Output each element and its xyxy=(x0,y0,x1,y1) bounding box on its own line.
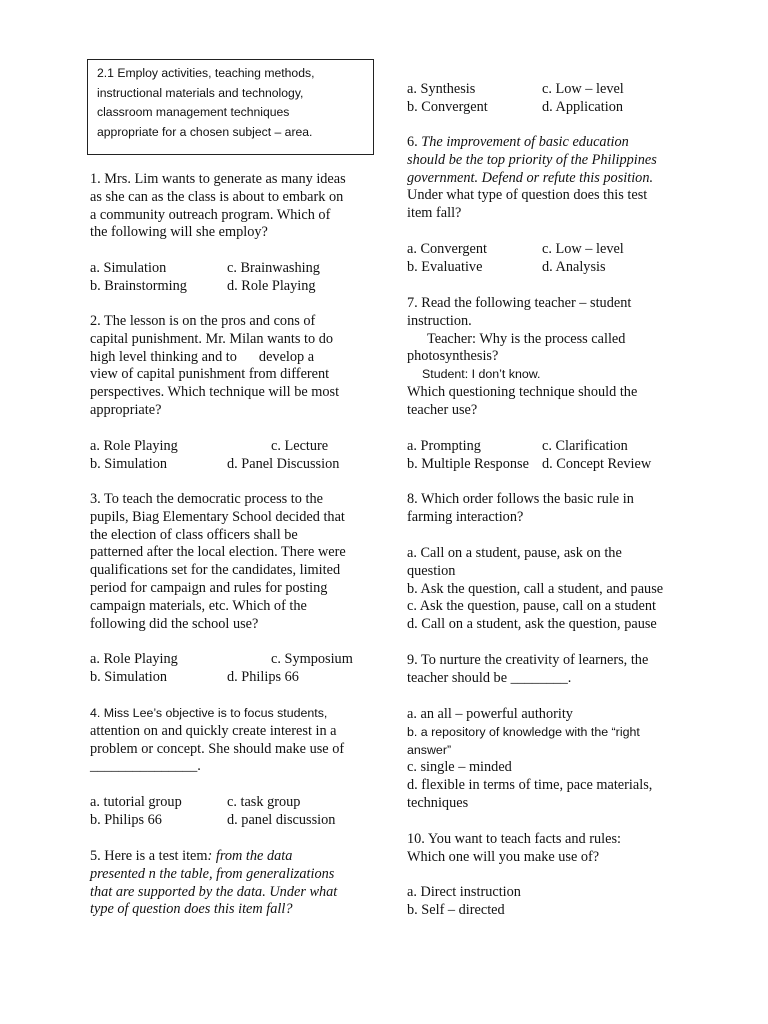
option: d. Analysis xyxy=(542,258,606,275)
question-text xyxy=(90,848,370,866)
option: question xyxy=(407,562,456,579)
option: d. Panel Discussion xyxy=(227,455,340,472)
question-10-options xyxy=(407,884,682,920)
question-6 xyxy=(407,134,682,223)
question-text: qualifications set for the candidates, limited xyxy=(90,562,341,579)
question-text xyxy=(407,134,682,152)
option: b. a repository of knowledge with the “right xyxy=(407,724,640,739)
option: d. Philips 66 xyxy=(227,668,299,685)
option: b. Simulation xyxy=(90,455,168,472)
option: b. Multiple Response xyxy=(407,455,529,472)
option: c. Brainwashing xyxy=(227,260,320,276)
left-column xyxy=(90,0,370,1024)
option: a. Simulation xyxy=(90,260,167,276)
question-text: the following will she employ? xyxy=(90,224,268,241)
option: c. task group xyxy=(227,794,301,810)
option: d. Concept Review xyxy=(542,455,652,472)
option: techniques xyxy=(407,794,469,811)
student-line: Student: I don’t know. xyxy=(422,367,541,382)
question-text-part: develop a xyxy=(258,348,315,365)
option: c. Clarification xyxy=(542,438,628,454)
question-text: pupils, Biag Elementary School decided that xyxy=(90,508,345,525)
question-text: the election of class officers shall be xyxy=(90,526,298,543)
question-3 xyxy=(90,491,370,633)
question-text: capital punishment. Mr. Milan wants to do xyxy=(90,330,334,347)
option: b. Convergent xyxy=(407,98,488,115)
option: c. Low – level xyxy=(542,81,624,97)
option: c. Ask the question, pause, call on a student xyxy=(407,598,656,615)
header-line: appropriate for a chosen subject – area. xyxy=(97,124,313,139)
option: b. Simulation xyxy=(90,668,168,685)
question-text: teacher should be ________. xyxy=(407,669,572,686)
option: a. Call on a student, pause, ask on the xyxy=(407,545,622,561)
option: d. panel discussion xyxy=(227,811,336,828)
option: c. Lecture xyxy=(271,438,329,454)
question-text: photosynthesis? xyxy=(407,348,499,365)
question-text: as she can as the class is about to embark on xyxy=(90,188,344,205)
question-text: farming interaction? xyxy=(407,508,524,525)
question-text: should be the top priority of the Philippines xyxy=(407,151,657,168)
question-4 xyxy=(90,705,370,776)
question-3-options xyxy=(90,651,370,687)
option: answer” xyxy=(407,742,452,757)
option: a. tutorial group xyxy=(90,794,182,810)
option: a. Synthesis xyxy=(407,81,476,97)
option: c. Low – level xyxy=(542,241,624,257)
option: b. Evaluative xyxy=(407,258,483,275)
option: d. Call on a student, ask the question, pause xyxy=(407,616,657,633)
teacher-line: Teacher: Why is the process called xyxy=(427,330,626,347)
question-text: 7. Read the following teacher – student xyxy=(407,295,632,311)
header-line: classroom management techniques xyxy=(97,105,290,119)
question-text: _______________. xyxy=(90,758,201,775)
question-text: Which one will you make use of? xyxy=(407,848,600,865)
option: c. Symposium xyxy=(271,651,353,667)
question-text: appropriate? xyxy=(90,401,162,418)
question-1-options xyxy=(90,260,370,296)
option: b. Ask the question, call a student, and pause xyxy=(407,580,664,597)
option: d. Role Playing xyxy=(227,277,316,294)
question-text: view of capital punishment from different xyxy=(90,366,330,383)
question-4-options xyxy=(90,794,370,830)
question-text: 8. Which order follows the basic rule in xyxy=(407,491,634,507)
question-text: period for campaign and rules for posting xyxy=(90,579,328,596)
question-1 xyxy=(90,171,370,242)
option: a. Role Playing xyxy=(90,651,178,667)
question-10 xyxy=(407,831,682,867)
question-8 xyxy=(407,491,682,527)
question-text: patterned after the local election. There were xyxy=(90,544,346,561)
question-text-part: The improvement of basic education xyxy=(421,134,629,150)
option: a. Direct instruction xyxy=(407,884,521,900)
question-text: 9. To nurture the creativity of learners, the xyxy=(407,652,649,668)
option: a. Prompting xyxy=(407,438,481,454)
header-line: 2.1 Employ activities, teaching methods, xyxy=(97,66,315,80)
option: b. Philips 66 xyxy=(90,811,162,828)
question-7-options xyxy=(407,438,682,474)
question-text: attention on and quickly create interest in a xyxy=(90,722,337,739)
question-text: instruction. xyxy=(407,312,472,329)
question-text: type of question does this item fall? xyxy=(90,901,293,918)
question-text: 1. Mrs. Lim wants to generate as many ideas xyxy=(90,171,346,187)
header-line: instructional materials and technology, xyxy=(97,85,304,100)
question-text: 3. To teach the democratic process to the xyxy=(90,491,323,507)
option: c. single – minded xyxy=(407,759,512,776)
question-text-part: 5. Here is a test item xyxy=(90,848,208,864)
question-text: teacher use? xyxy=(407,401,478,418)
question-text: 10. You want to teach facts and rules: xyxy=(407,831,622,847)
question-5 xyxy=(90,848,370,919)
question-5-options xyxy=(407,81,682,117)
question-7 xyxy=(407,295,682,420)
question-text-part: 6. xyxy=(407,134,422,150)
question-text: that are supported by the data. Under what xyxy=(90,883,338,900)
question-text: government. Defend or refute this position. xyxy=(407,169,654,186)
question-text: a community outreach program. Which of xyxy=(90,206,331,223)
option: a. Convergent xyxy=(407,241,487,257)
option: a. Role Playing xyxy=(90,438,178,454)
question-8-options xyxy=(407,545,682,634)
question-text: campaign materials, etc. Which of the xyxy=(90,597,307,614)
question-text: presented n the table, from generalizations xyxy=(90,865,335,882)
question-text: problem or concept. She should make use of xyxy=(90,740,345,757)
question-9 xyxy=(407,652,682,688)
question-text: perspectives. Which technique will be most xyxy=(90,384,340,401)
question-text xyxy=(90,349,370,367)
option: a. an all – powerful authority xyxy=(407,706,573,722)
option: d. flexible in terms of time, pace materials, xyxy=(407,777,653,794)
option: b. Brainstorming xyxy=(90,277,187,294)
question-text: Under what type of question does this test xyxy=(407,187,648,204)
question-2-options xyxy=(90,438,370,474)
option: d. Application xyxy=(542,98,624,115)
question-text: item fall? xyxy=(407,205,462,222)
question-text-part: : from the data xyxy=(207,848,293,864)
question-9-options xyxy=(407,706,682,813)
question-2 xyxy=(90,313,370,420)
question-text-part: high level thinking and to xyxy=(90,348,237,365)
question-text: following did the school use? xyxy=(90,615,259,632)
question-text: 2. The lesson is on the pros and cons of xyxy=(90,313,316,329)
question-text: Which questioning technique should the xyxy=(407,383,638,400)
option: b. Self – directed xyxy=(407,901,505,918)
right-column xyxy=(407,0,682,1024)
question-6-options xyxy=(407,241,682,277)
question-text: 4. Miss Lee’s objective is to focus students, xyxy=(90,706,328,720)
